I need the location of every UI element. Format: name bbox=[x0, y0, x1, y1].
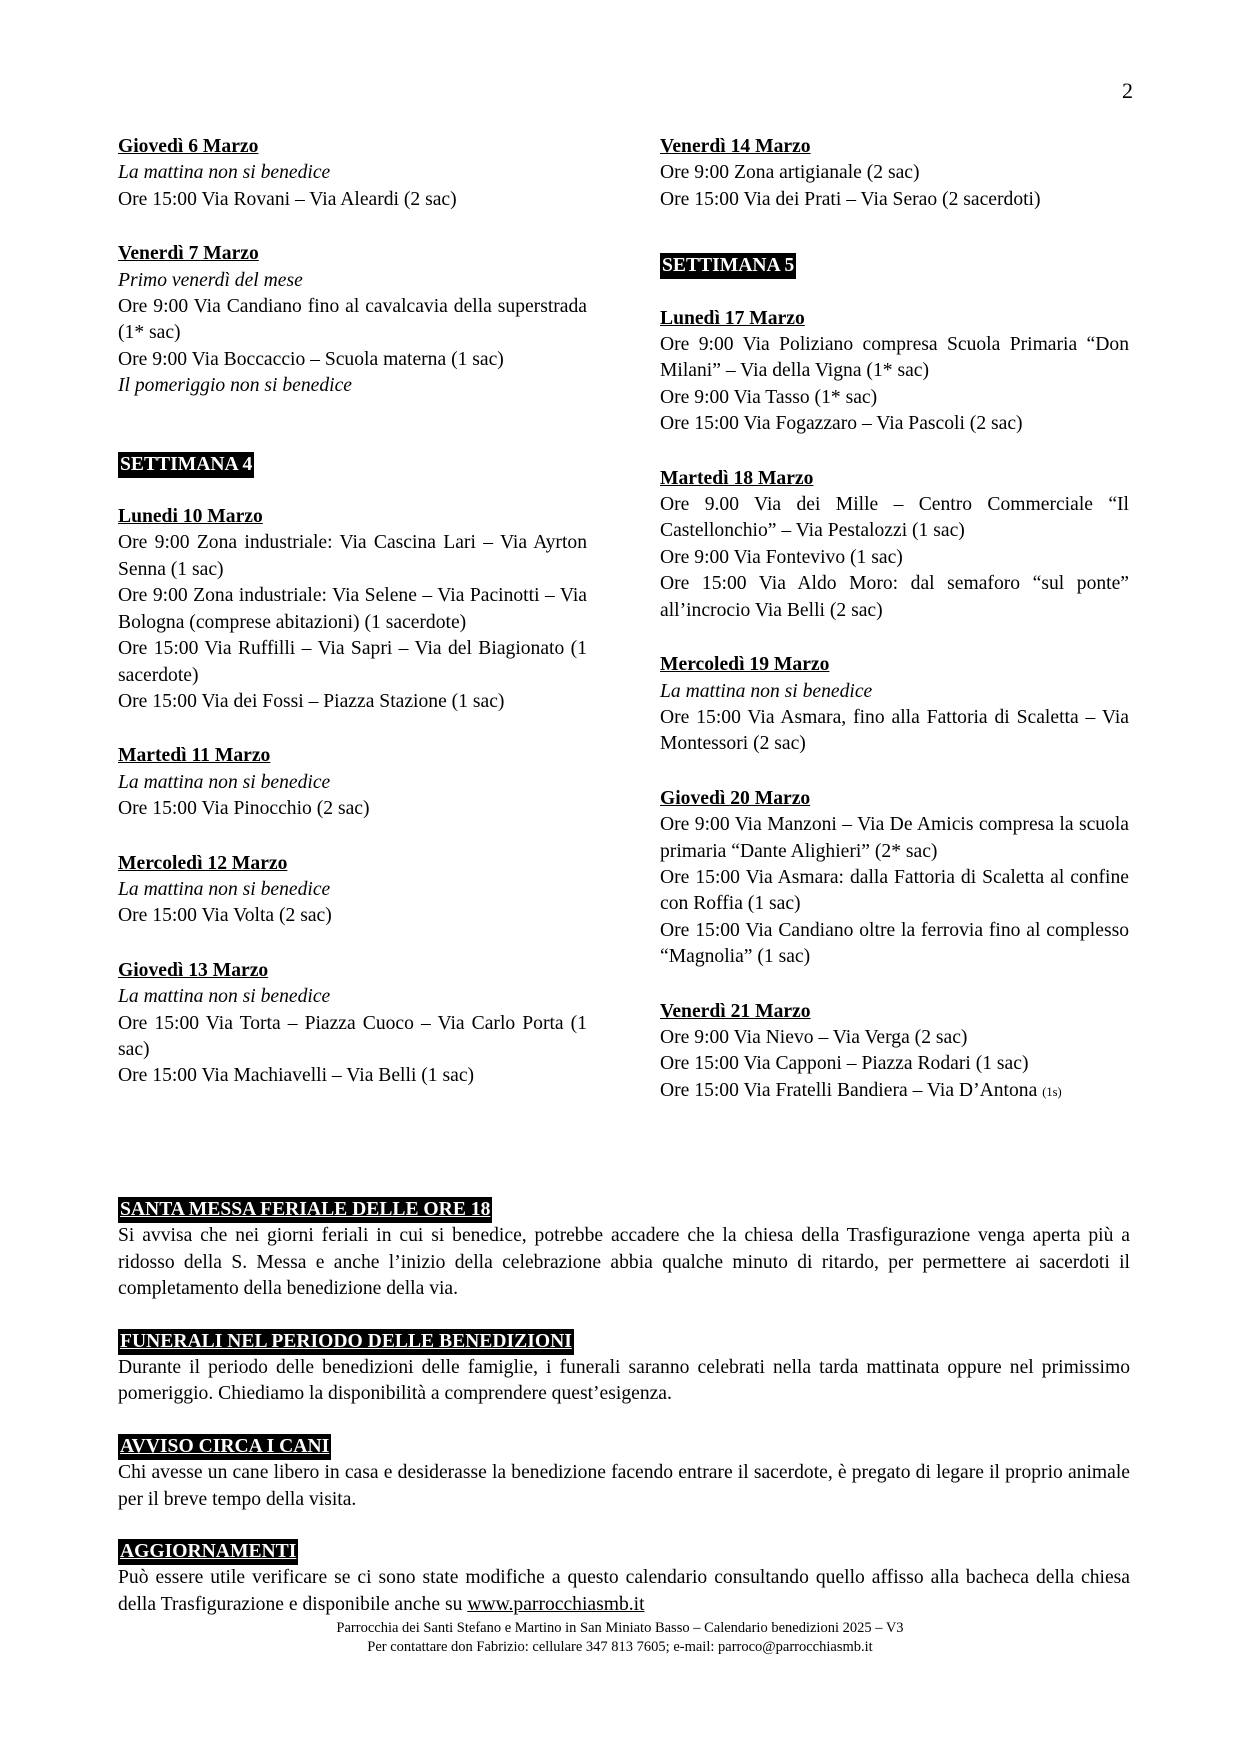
schedule-line: Ore 9:00 Via Fontevivo (1 sac) bbox=[660, 546, 903, 568]
day-mercoledi-19 bbox=[660, 652, 1129, 758]
schedule-line: Ore 15:00 Via Asmara, fino alla Fattoria di Scaletta – Via Montessori (2 sac) bbox=[660, 706, 1129, 755]
right-column bbox=[660, 134, 1129, 1133]
notices-section bbox=[118, 1197, 1130, 1644]
day-note: La mattina non si benedice bbox=[118, 878, 331, 900]
schedule-line: Ore 15:00 Via Machiavelli – Via Belli (1 sac) bbox=[118, 1065, 475, 1087]
day-title: Venerdì 21 Marzo bbox=[660, 1000, 811, 1022]
notice-body: Chi avesse un cane libero in casa e desiderasse la benedizione facendo entrare il sacerdote, è pregato di legare il proprio animale per il breve tempo della visita. bbox=[118, 1462, 1130, 1510]
schedule-line: Ore 9:00 Via Manzoni – Via De Amicis compresa la scuola primaria “Dante Alighieri” (2* sac) bbox=[660, 814, 1129, 862]
day-note: La mattina non si benedice bbox=[118, 162, 331, 184]
schedule-line: Ore 9:00 Via Boccaccio – Scuola materna (1 sac) bbox=[118, 348, 504, 370]
day-note: Primo venerdì del mese bbox=[118, 269, 303, 291]
priest-count-small: (1s) bbox=[1042, 1084, 1062, 1099]
schedule-line: Ore 15:00 Via Torta – Piazza Cuoco – Via Carlo Porta (1 sac) bbox=[118, 1012, 587, 1060]
day-title: Giovedì 6 Marzo bbox=[118, 136, 259, 157]
day-note: La mattina non si benedice bbox=[118, 771, 331, 793]
week-heading: SETTIMANA 4 bbox=[118, 452, 254, 478]
day-note: La mattina non si benedice bbox=[660, 680, 873, 702]
schedule-line: Ore 9:00 Zona artigianale (2 sac) bbox=[660, 162, 920, 184]
schedule-text: Ore 15:00 Via Fratelli Bandiera – Via D’Antona bbox=[660, 1079, 1038, 1101]
schedule-line: Ore 9:00 Via Tasso (1* sac) bbox=[660, 386, 878, 408]
schedule-line: Ore 15:00 Via dei Prati – Via Serao (2 sacerdoti) bbox=[660, 188, 1041, 210]
website-link[interactable]: www.parrocchiasmb.it bbox=[467, 1593, 645, 1615]
day-note: La mattina non si benedice bbox=[118, 986, 331, 1008]
notice-aggiornamenti bbox=[118, 1539, 1130, 1618]
notice-body: Durante il periodo delle benedizioni delle famiglie, i funerali saranno celebrati nella tarda mattinata oppure nel primissimo pomeriggio. Chiediamo la disponibilità a comprendere quest’esigenza. bbox=[118, 1357, 1130, 1405]
schedule-line: Ore 9:00 Via Candiano fino al cavalcavia della superstrada (1* sac) bbox=[118, 296, 587, 344]
notice-body-text: Può essere utile verificare se ci sono state modifiche a questo calendario consultando quello affisso alla bacheca della chiesa della Trasfigurazione e disponibile anche su bbox=[118, 1567, 1130, 1615]
day-martedi-18 bbox=[660, 466, 1129, 624]
notice-body bbox=[118, 1565, 1130, 1618]
schedule-line: Ore 15:00 Via Volta (2 sac) bbox=[118, 905, 332, 927]
day-title: Martedì 18 Marzo bbox=[660, 467, 814, 489]
schedule-line: Ore 15:00 Via Aldo Moro: dal semaforo “sul ponte” all’incrocio Via Belli (2 sac) bbox=[660, 573, 1129, 621]
day-note: Il pomeriggio non si benedice bbox=[118, 375, 352, 397]
schedule-line: Ore 15:00 Via dei Fossi – Piazza Stazione (1 sac) bbox=[118, 690, 505, 712]
week-heading-wrap bbox=[660, 253, 1129, 279]
week-heading: SETTIMANA 5 bbox=[660, 253, 796, 279]
notice-messa bbox=[118, 1197, 1130, 1303]
schedule-line bbox=[660, 1078, 1129, 1105]
notice-title: SANTA MESSA FERIALE DELLE ORE 18 bbox=[118, 1197, 492, 1223]
schedule-line: Ore 15:00 Via Rovani – Via Aleardi (2 sac) bbox=[118, 188, 457, 210]
day-venerdi-7 bbox=[118, 241, 587, 399]
schedule-line: Ore 9:00 Via Nievo – Via Verga (2 sac) bbox=[660, 1026, 968, 1048]
day-title: Lunedi 10 Marzo bbox=[118, 506, 263, 528]
page-number: 2 bbox=[1122, 78, 1133, 103]
day-venerdi-21 bbox=[660, 999, 1129, 1106]
schedule-line: Ore 15:00 Via Asmara: dalla Fattoria di Scaletta al confine con Roffia (1 sac) bbox=[660, 866, 1129, 915]
day-mercoledi-12 bbox=[118, 851, 587, 930]
notice-title: AVVISO CIRCA I CANI bbox=[118, 1434, 331, 1460]
schedule-line: Ore 15:00 Via Capponi – Piazza Rodari (1 sac) bbox=[660, 1053, 1029, 1075]
schedule-line: Ore 9.00 Via dei Mille – Centro Commerciale “Il Castellonchio” – Via Pestalozzi (1 sac) bbox=[660, 494, 1129, 542]
footer-line: Parrocchia dei Santi Stefano e Martino in San Miniato Basso – Calendario benedizioni 2025 – V3 bbox=[336, 1620, 904, 1636]
day-lunedi-10 bbox=[118, 504, 587, 715]
schedule-line: Ore 15:00 Via Fogazzaro – Via Pascoli (2 sac) bbox=[660, 413, 1023, 435]
schedule-line: Ore 9:00 Zona industriale: Via Cascina Lari – Via Ayrton Senna (1 sac) bbox=[118, 532, 587, 580]
schedule-line: Ore 15:00 Via Ruffilli – Via Sapri – Via del Biagionato (1 sacerdote) bbox=[118, 638, 587, 686]
day-title: Mercoledì 12 Marzo bbox=[118, 852, 288, 874]
schedule-line: Ore 9:00 Zona industriale: Via Selene – Via Pacinotti – Via Bologna (comprese abitazioni) (1 sacerdote) bbox=[118, 585, 587, 633]
week-heading-wrap bbox=[118, 452, 587, 478]
day-giovedi-20 bbox=[660, 786, 1129, 971]
day-lunedi-17 bbox=[660, 306, 1129, 438]
day-venerdi-14 bbox=[660, 134, 1129, 213]
schedule-line: Ore 15:00 Via Candiano oltre la ferrovia fino al complesso “Magnolia” (1 sac) bbox=[660, 919, 1129, 968]
day-martedi-11 bbox=[118, 743, 587, 822]
footer-contact-line: Per contattare don Fabrizio: cellulare 347 813 7605; e-mail: parroco@parrocchiasmb.it bbox=[367, 1638, 873, 1655]
schedule-line: Ore 9:00 Via Poliziano compresa Scuola Primaria “Don Milani” – Via della Vigna (1* sac) bbox=[660, 334, 1129, 382]
page-footer bbox=[0, 1619, 1240, 1656]
notice-funerali bbox=[118, 1329, 1130, 1408]
day-title: Giovedì 20 Marzo bbox=[660, 787, 811, 809]
day-title: Venerdì 14 Marzo bbox=[660, 136, 811, 157]
notice-cani bbox=[118, 1434, 1130, 1513]
day-giovedi-6 bbox=[118, 134, 587, 213]
day-title: Mercoledì 19 Marzo bbox=[660, 654, 830, 676]
day-giovedi-13 bbox=[118, 958, 587, 1090]
notice-title: AGGIORNAMENTI bbox=[118, 1539, 298, 1565]
left-column bbox=[118, 134, 587, 1118]
day-title: Giovedì 13 Marzo bbox=[118, 959, 269, 981]
day-title: Lunedì 17 Marzo bbox=[660, 307, 805, 329]
day-title: Venerdì 7 Marzo bbox=[118, 243, 259, 265]
schedule-line: Ore 15:00 Via Pinocchio (2 sac) bbox=[118, 798, 370, 820]
day-title: Martedì 11 Marzo bbox=[118, 745, 271, 767]
notice-body: Si avvisa che nei giorni feriali in cui si benedice, potrebbe accadere che la chiesa della Trasfigurazione venga aperta più a ridosso della S. Messa e anche l’inizio della celebrazione abbia qualche minuto di ritardo, per permettere ai sacerdoti il completamento della benedizione della via. bbox=[118, 1225, 1130, 1300]
notice-title: FUNERALI NEL PERIODO DELLE BENEDIZIONI bbox=[118, 1329, 574, 1355]
